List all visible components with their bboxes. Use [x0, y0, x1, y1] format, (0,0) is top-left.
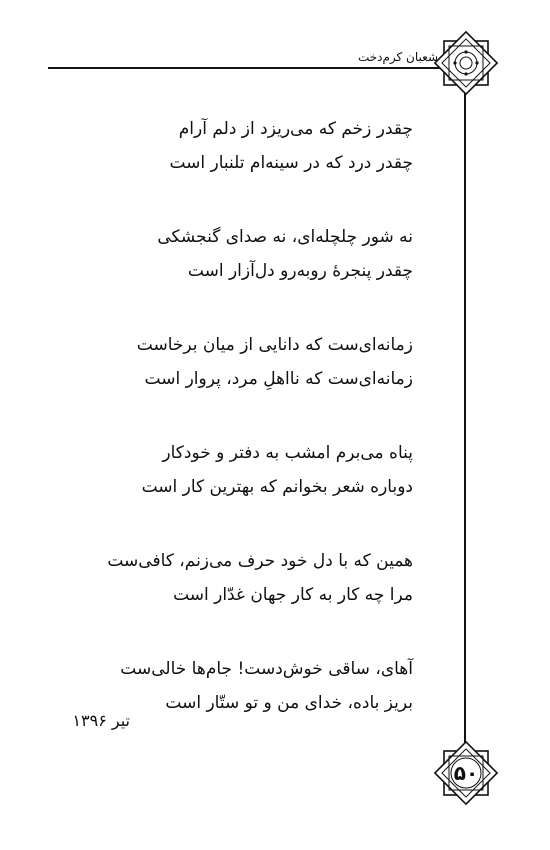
verse: پناه می‌برم امشب به دفتر و خودکار — [162, 443, 413, 463]
poem-date: تیر ۱۳۹۶ — [72, 711, 130, 730]
margin-rule — [464, 69, 466, 749]
stanza — [93, 220, 413, 288]
stanza — [93, 436, 413, 504]
stanza — [93, 544, 413, 612]
verse: چقدر درد که در سینه‌ام تلنبار است — [169, 153, 413, 173]
running-head: شعبان کرم‌دخت — [357, 50, 438, 64]
verse: چقدر پنجرهٔ روبه‌رو دل‌آزار است — [187, 261, 413, 281]
page-number: ۵۰ — [453, 761, 479, 785]
poem — [93, 112, 413, 760]
header-rule — [48, 67, 464, 69]
verse: زمانه‌ای‌ست که نااهلِ مرد، پروار است — [144, 369, 413, 389]
verse: زمانه‌ای‌ست که دانایی از میان برخاست — [136, 335, 413, 355]
ornament-icon — [433, 30, 499, 96]
verse: بریز باده، خدای من و تو ستّار است — [165, 693, 413, 713]
verse: نه شور چلچله‌ای، نه صدای گنجشکی — [157, 227, 413, 247]
verse: آهای، ساقی خوش‌دست! جام‌ها خالی‌ست — [120, 659, 413, 679]
stanza — [93, 652, 413, 720]
verse: دوباره شعر بخوانم که بهترین کار است — [141, 477, 413, 497]
verse: مرا چه کار به کار جهان غدّار است — [173, 585, 413, 605]
verse: چقدر زخم که می‌ریزد از دلم آرام — [178, 119, 413, 139]
stanza — [93, 328, 413, 396]
stanza — [93, 112, 413, 180]
verse: همین که با دل خود حرف می‌زنم، کافی‌ست — [107, 551, 413, 571]
